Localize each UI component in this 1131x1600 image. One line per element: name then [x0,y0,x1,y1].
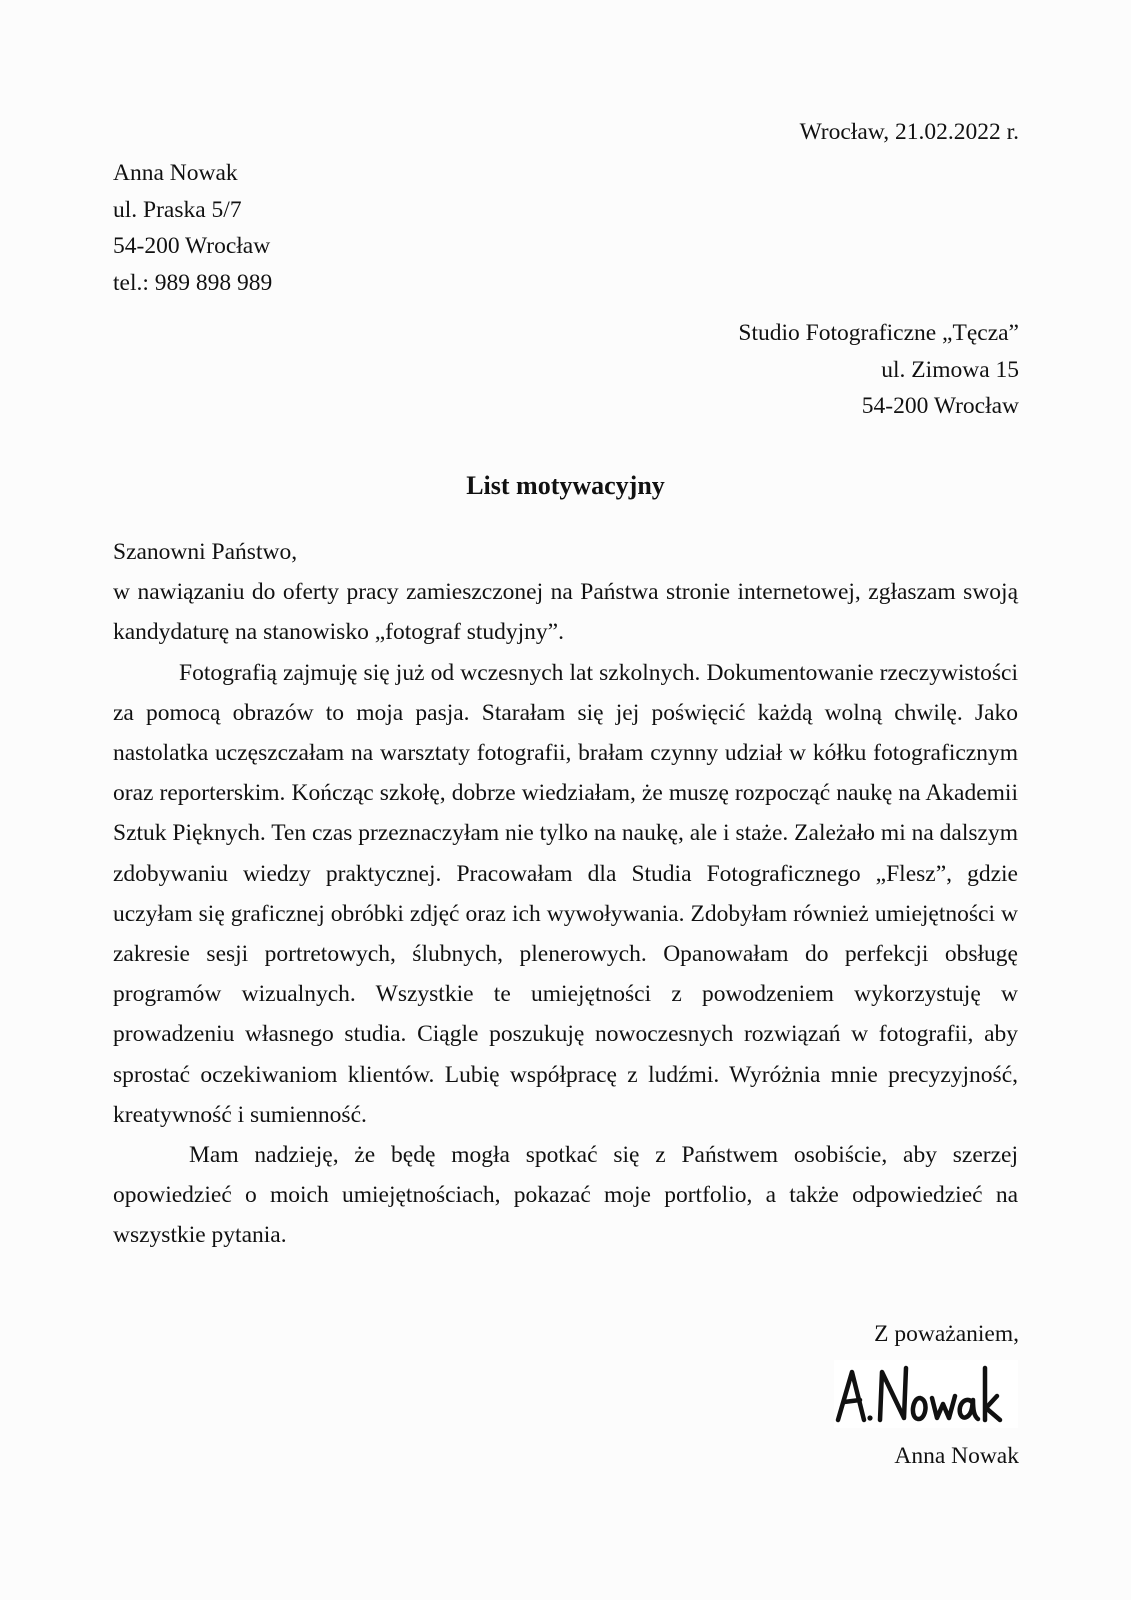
sender-city: 54-200 Wrocław [113,233,271,259]
sender-address [113,155,272,301]
salutation: Szanowni Państwo, [113,539,298,565]
paragraph-intro: w nawiązaniu do oferty pracy zamieszczonej na Państwa stronie internetowej, zgłaszam swoją kandydaturę na stanowisko „fotograf studyjny”. [113,579,1018,646]
letter-title: List motywacyjny [466,471,665,500]
recipient-name: Studio Fotograficzne „Tęcza” [738,320,1019,346]
signature-name: Anna Nowak [894,1443,1019,1469]
letter-body [113,532,1018,1256]
paragraph-experience: Fotografią zajmuję się już od wczesnych lat szkolnych. Dokumentowanie rzeczywistości za pomocą obrazów to moja pasja. Starałam się jej poświęcić każdą wolną chwilę. Jako nastolatka uczęszczałam na warsztaty fotografii, brałam czynny udział w kółku fotograficznym oraz reporterskim. Kończąc szkołę, dobrze wiedziałam, że muszę rozpocząć naukę na Akademii Sztuk Pięknych. Ten czas przeznaczyłam nie tylko na naukę, ale i staże. Zależało mi na dalszym zdobywaniu wiedzy praktycznej. Pracowałam dla Studia Fotograficznego „Flesz”, gdzie uczyłam się graficznej obróbki zdjęć oraz ich wywoływania. Zdobyłam również umiejętności w zakresie sesji portretowych, ślubnych, plenerowych. Opanowałam do perfekcji obsługę programów wizualnych. Wszystkie te umiejętności z powodzeniem wykorzystuję w prowadzeniu własnego studia. Ciągle poszukuję nowoczesnych rozwiązań w fotografii, aby sprostać oczekiwaniom klientów. Lubię współpracę z ludźmi. Wyróżnia mnie precyzyjność, kreatywność i sumienność. [113,659,1018,1128]
handwritten-signature [834,1360,1018,1428]
paragraph-closing: Mam nadzieję, że będę mogła spotkać się z Państwem osobiście, aby szerzej opowiedzieć o moich umiejętnościach, pokazać moje portfolio, a także odpowiedzieć na wszystkie pytania. [113,1142,1018,1249]
recipient-street: ul. Zimowa 15 [881,356,1019,383]
recipient-city: 54-200 Wrocław [861,393,1019,419]
place-date: Wrocław, 21.02.2022 r. [799,119,1019,145]
sender-street: ul. Praska 5/7 [113,196,242,223]
closing-phrase: Z poważaniem, [874,1321,1019,1347]
recipient-address [738,315,1019,425]
sender-phone: tel.: 989 898 989 [113,269,273,296]
sender-name: Anna Nowak [113,160,238,186]
